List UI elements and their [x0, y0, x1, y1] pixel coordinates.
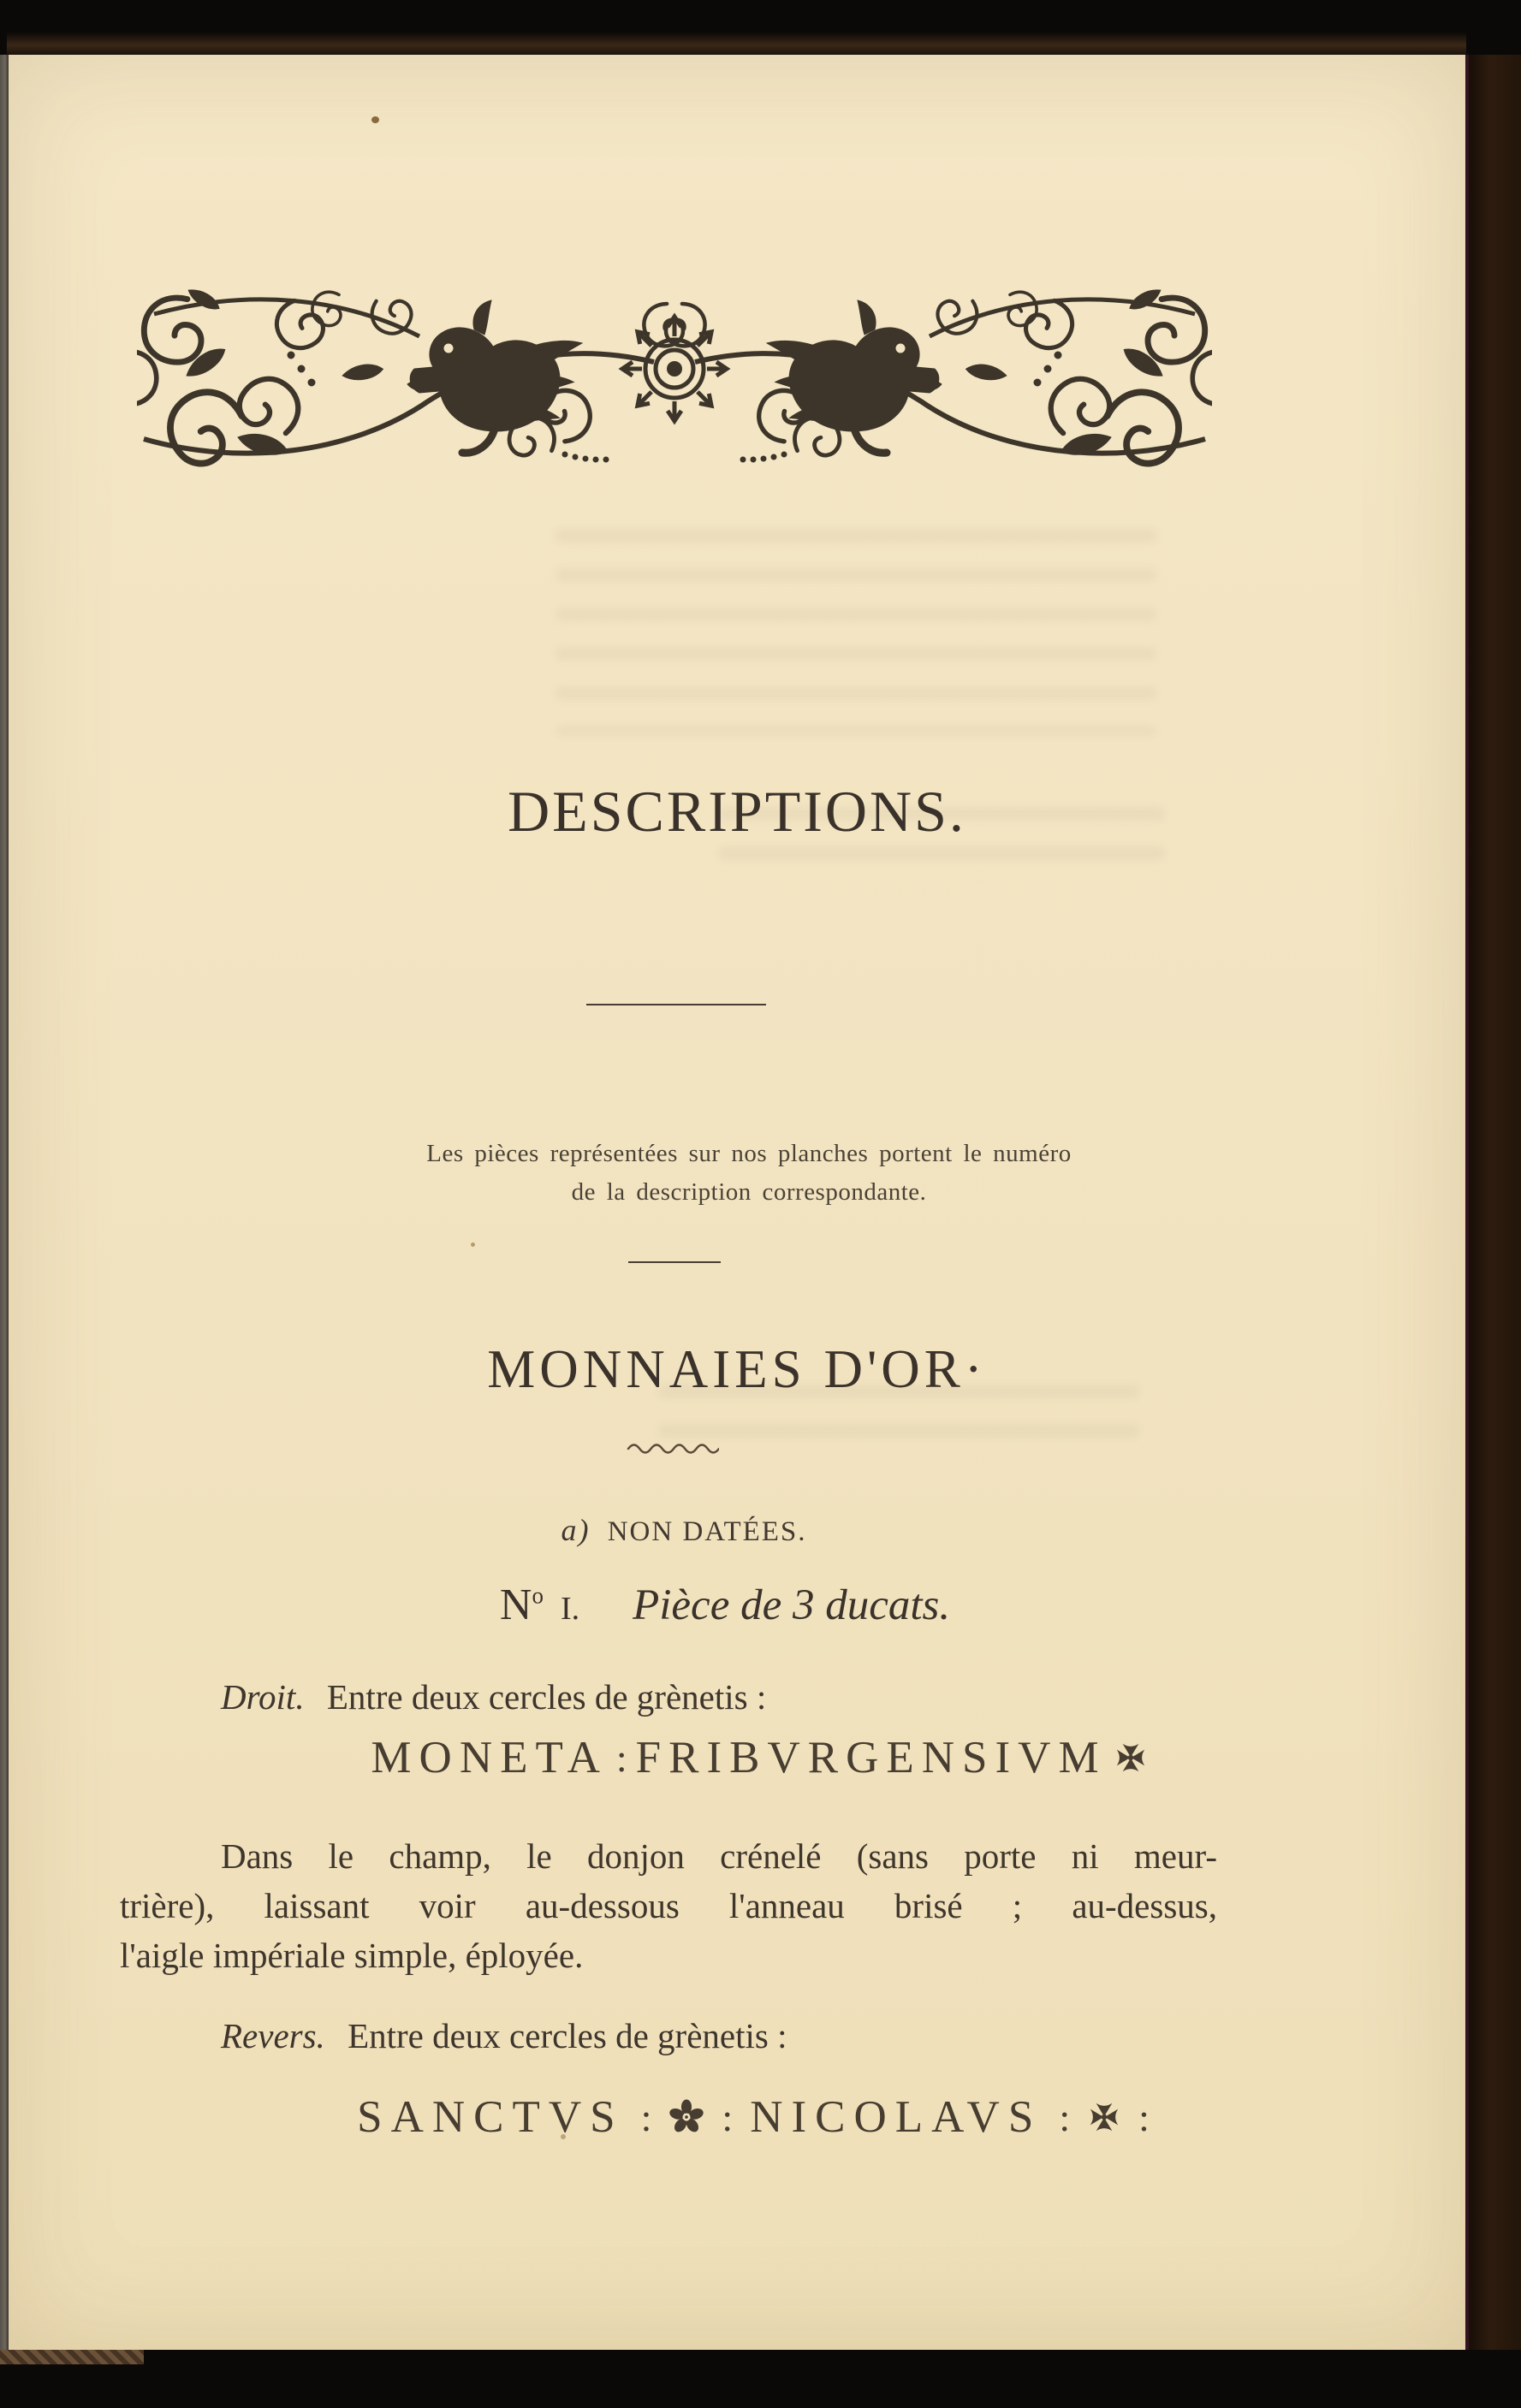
subsection-letter: a): [561, 1513, 591, 1547]
obverse-coin-legend: [31, 1732, 1488, 1783]
page-title: DESCRIPTIONS.: [508, 779, 966, 844]
cross-pattee-icon: [1114, 1741, 1148, 1775]
bookmark-ribbon: [0, 2350, 144, 2364]
obverse-paragraph: [120, 1676, 1217, 1717]
section-heading: MONNAIES D'OR·: [487, 1339, 987, 1399]
legend-word: MONETA: [371, 1733, 608, 1782]
intro-line-2: de la description correspondante.: [571, 1178, 927, 1206]
numero-ordinal: o: [532, 1582, 544, 1609]
rosette-icon: [668, 2099, 704, 2135]
item-number: I.: [560, 1591, 580, 1627]
book-page: [9, 55, 1465, 2350]
subsection-heading: [0, 1512, 1412, 1548]
coin-title: Pièce de 3 ducats.: [633, 1581, 951, 1629]
reverse-label: Revers.: [221, 2016, 325, 2055]
show-through-smudge: [556, 530, 1156, 735]
subsection-label: NON DATÉES.: [607, 1516, 807, 1547]
reverse-text: Entre deux cercles de grènetis :: [348, 2016, 787, 2055]
reverse-paragraph: [120, 2015, 1217, 2056]
ornament-headpiece-griffins: [137, 273, 1212, 477]
description-paragraph: [120, 1831, 1217, 1980]
description-line-2: trière), laissant voir au-dessous l'anneau brisé ; au-dessus,: [120, 1886, 1217, 1925]
book-left-page-edges: [0, 55, 9, 2350]
legend-word: NICOLAVS: [750, 2092, 1043, 2142]
description-line-1: Dans le champ, le donjon crénelé (sans porte ni meur-: [221, 1836, 1217, 1876]
intro-line-1: Les pièces représentées sur nos planches portent le numéro: [426, 1140, 1072, 1167]
item-numero: [500, 1581, 544, 1629]
divider-rule-short: [628, 1261, 721, 1263]
obverse-label: Droit.: [221, 1677, 305, 1717]
item-heading: [0, 1580, 1453, 1630]
central-rosette: [622, 317, 727, 421]
legend-word: SANCTVS: [357, 2092, 624, 2142]
legend-separator: :: [722, 2095, 734, 2139]
numero-letter: N: [499, 1581, 532, 1629]
legend-separator: :: [615, 1735, 627, 1780]
squiggle-divider: [627, 1441, 719, 1455]
divider-rule: [586, 1004, 766, 1005]
description-line-3: l'aigle impériale simple, éployée.: [120, 1936, 584, 1975]
reverse-coin-legend: [26, 2091, 1482, 2143]
legend-separator: :: [1059, 2095, 1071, 2139]
book-top-page-edges: [7, 33, 1466, 56]
cross-pattee-icon: [1087, 2100, 1121, 2134]
paper-speck: [371, 116, 379, 123]
intro-note: [21, 1135, 1477, 1212]
legend-separator: :: [1138, 2095, 1150, 2139]
legend-word: FRIBVRGENSIVM: [635, 1733, 1107, 1782]
legend-separator: :: [640, 2095, 652, 2139]
obverse-text: Entre deux cercles de grènetis :: [326, 1677, 767, 1717]
paper-speck: [471, 1243, 475, 1247]
winged-griffin: [407, 300, 582, 460]
